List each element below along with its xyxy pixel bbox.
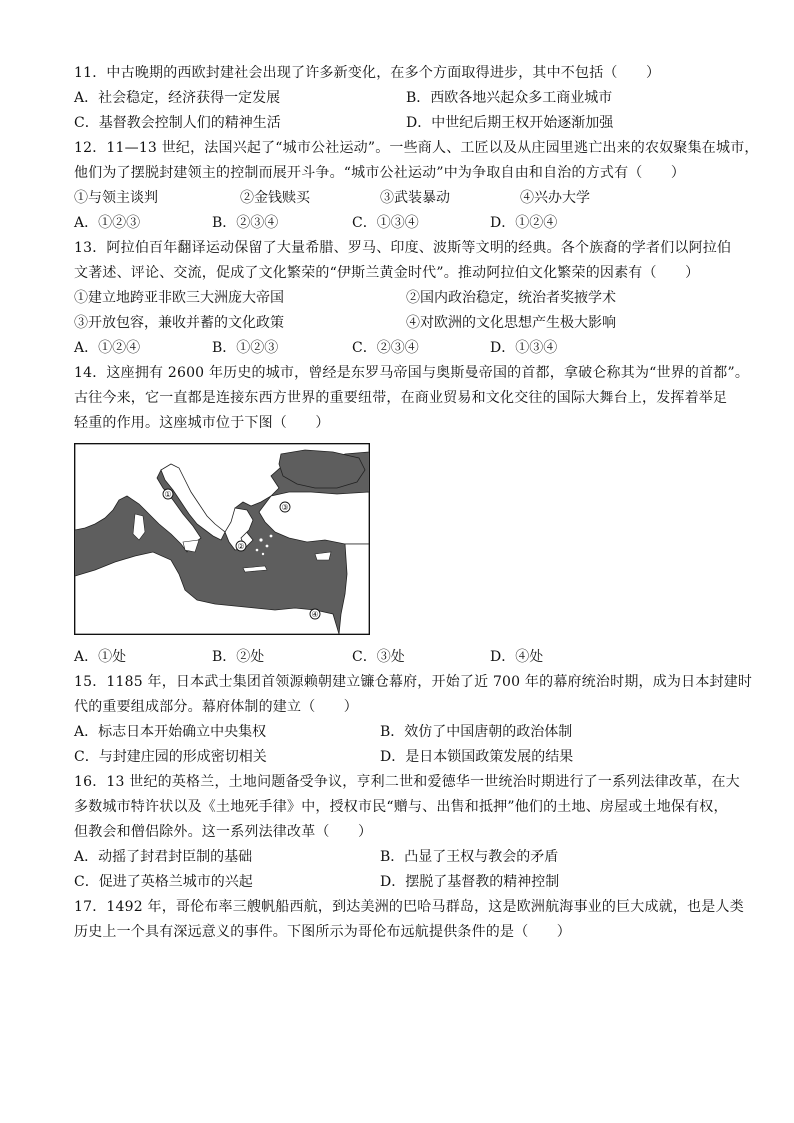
marker-3-label: ③	[281, 503, 289, 512]
q16-option-d: D．摆脱了基督教的精神控制	[380, 874, 560, 890]
q11-stem: 11．中古晚期的西欧封建社会出现了许多新变化，在多个方面取得进步，其中不包括（ ）	[74, 65, 661, 81]
q16-stem-line1: 16．13 世纪的英格兰，土地问题备受争议，亨利二世和爱德华一世统治时期进行了一系列法律改革，在大	[74, 774, 740, 790]
q13-stem-line2: 文著述、评论、交流，促成了文化繁荣的“伊斯兰黄金时代”。推动阿拉伯文化繁荣的因素有（ ）	[74, 265, 700, 281]
q14-option-a: A．①处	[74, 649, 127, 665]
q13-stem-line1: 13．阿拉伯百年翻译运动保留了大量希腊、罗马、印度、波斯等文明的经典。各个族裔的学者们以阿拉伯	[74, 240, 732, 256]
q11-option-b: B．西欧各地兴起众多工商业城市	[406, 90, 613, 106]
q15-option-b: B．效仿了中国唐朝的政治体制	[380, 724, 573, 740]
q13-item-4: ④对欧洲的文化思想产生极大影响	[406, 315, 616, 331]
q13-item-3: ③开放包容，兼收并蓄的文化政策	[74, 315, 284, 331]
q17-stem-line1: 17．1492 年，哥伦布率三艘帆船西航，到达美洲的巴哈马群岛，这是欧洲航海事业的巨大成就，也是人类	[74, 899, 744, 915]
marker-1-label: ①	[164, 490, 172, 499]
q12-option-a: A．①②③	[74, 215, 141, 231]
marker-4-label: ④	[311, 610, 319, 619]
q16-option-a: A．动摇了封君封臣制的基础	[74, 849, 253, 865]
q17-stem-line2: 历史上一个具有深远意义的事件。下图所示为哥伦布远航提供条件的是（ ）	[74, 924, 571, 940]
q13-item-2: ②国内政治稳定，统治者奖掖学术	[406, 290, 616, 306]
q11-option-d: D．中世纪后期王权开始逐渐加强	[406, 115, 614, 131]
q13-option-c: C．②③④	[352, 340, 419, 356]
q13-option-d: D．①③④	[490, 340, 558, 356]
q12-option-b: B．②③④	[212, 215, 279, 231]
q15-stem-line1: 15．1185 年，日本武士集团首领源赖朝建立镰仓幕府，开始了近 700 年的幕府统治时期，成为日本封建时	[74, 674, 753, 690]
q12-stem-line1: 12．11—13 世纪，法国兴起了“城市公社运动”。一些商人、工匠以及从庄园里逃亡出来的农奴聚集在城市，	[74, 140, 759, 156]
q15-option-d: D．是日本锁国政策发展的结果	[380, 749, 574, 765]
q16-stem-line2: 多数城市特许状以及《土地死手律》中，授权市民“赠与、出售和抵押”他们的土地、房屋或土地保有权，	[74, 799, 728, 815]
q12-item-2: ②金钱赎买	[240, 190, 310, 206]
q16-stem-line3: 但教会和僧侣除外。这一系列法律改革（ ）	[74, 824, 373, 840]
q12-item-4: ④兴办大学	[520, 190, 590, 206]
q12-stem-line2: 他们为了摆脱封建领主的控制而展开斗争。“城市公社运动”中为争取自由和自治的方式有（ ）	[74, 165, 686, 181]
q12-item-3: ③武装暴动	[380, 190, 450, 206]
q14-stem-line1: 14．这座拥有 2600 年历史的城市，曾经是东罗马帝国与奥斯曼帝国的首都，拿破仑称其为“世界的首都”。	[74, 365, 750, 381]
q12-item-1: ①与领主谈判	[74, 190, 158, 206]
map-marker-3	[280, 502, 290, 512]
map-marker-4	[310, 609, 320, 619]
q11-option-a: A．社会稳定，经济获得一定发展	[74, 90, 281, 106]
q16-option-b: B．凸显了王权与教会的矛盾	[380, 849, 559, 865]
q15-option-c: C．与封建庄园的形成密切相关	[74, 749, 267, 765]
q14-stem-line3: 轻重的作用。这座城市位于下图（ ）	[74, 415, 330, 431]
q14-option-b: B．②处	[212, 649, 265, 665]
q13-item-1: ①建立地跨亚非欧三大洲庞大帝国	[74, 290, 284, 306]
map-marker-2	[236, 541, 246, 551]
q15-option-a: A．标志日本开始确立中央集权	[74, 724, 267, 740]
q14-option-c: C．③处	[352, 649, 405, 665]
marker-2-label: ②	[237, 542, 245, 551]
mediterranean-map	[74, 443, 370, 635]
q13-option-a: A．①②④	[74, 340, 141, 356]
q12-option-c: C．①③④	[352, 215, 419, 231]
q12-option-d: D．①②④	[490, 215, 558, 231]
q14-option-d: D．④处	[490, 649, 544, 665]
q11-option-c: C．基督教会控制人们的精神生活	[74, 115, 281, 131]
q16-option-c: C．促进了英格兰城市的兴起	[74, 874, 253, 890]
q13-option-b: B．①②③	[212, 340, 279, 356]
q14-stem-line2: 古往今来，它一直都是连接东西方世界的重要纽带，在商业贸易和文化交往的国际大舞台上，发挥着举足	[74, 390, 728, 406]
q15-stem-line2: 代的重要组成部分。幕府体制的建立（ ）	[74, 699, 358, 715]
map-marker-1	[163, 489, 173, 499]
